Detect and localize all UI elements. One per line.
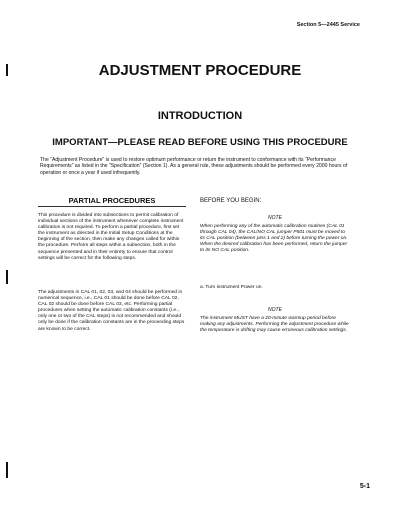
- change-bar: [6, 462, 8, 478]
- important-heading: IMPORTANT—PLEASE READ BEFORE USING THIS PROCEDURE: [52, 137, 348, 148]
- introduction-paragraph: The "Adjustment Procedure" is used to restore optimum performance or return the instrument to conformance with its "Performance Requirements" as listed in the "Specification" (Section 1). As a general rule, these adjustments should be performed every 2000 hours of operation or once a year if used infrequently.: [40, 157, 348, 176]
- partial-procedures-paragraph-1: This procedure is divided into subsections to permit calibration of individual sections of the instrument whenever complete instrument calibration is not required. To perform a partial procedure, first set the instrument as directed in the Initial Setup Conditions at the beginning of the section, then make any changes called for within the procedure. Perform all steps within a subsection, both in the sequence presented and in their entirety to ensure that control settings will be correct for the following steps.: [38, 213, 184, 261]
- before-you-begin-heading: BEFORE YOU BEGIN:: [200, 198, 262, 204]
- change-bar: [6, 270, 8, 284]
- note-label-2: NOTE: [268, 307, 282, 313]
- note-text-2: The instrument MUST have a 20-minute warmup period before making any adjustments. Performing the adjustment procedure while the temperature is drifting may cause erroneous calibration settings.: [200, 316, 349, 334]
- page-title: ADJUSTMENT PROCEDURE: [98, 62, 302, 79]
- partial-procedures-heading: PARTIAL PROCEDURES: [68, 196, 156, 205]
- note-text-1: When performing any of the automatic calibration routines (CAL 01 through CAL 04), the CAL/NO CAL jumper P501 must be moved to its CAL position (between pins 1 and 2) before turning the power on. When the desired calibration has been performed, return the jumper to its NO CAL position.: [200, 224, 348, 254]
- note-label-1: NOTE: [268, 215, 282, 221]
- step-a: a. Turn instrument Power on.: [200, 285, 263, 290]
- divider-left: [38, 206, 186, 207]
- partial-procedures-paragraph-2: The adjustments in CAL 01, 02, 03, and 04 should be performed in numerical sequence, i.e., CAL 01 should be done before CAL 02, CAL 02 should be done before CAL 03, etc. Performing partial procedures when setting the automatic calibration constants (i.e., only one or two of the CAL steps) is not recommended and should only be done if the calibration constants are in the proceeding steps are known to be correct.: [38, 290, 185, 332]
- page-number: 5-1: [359, 483, 370, 490]
- introduction-heading: INTRODUCTION: [157, 110, 243, 122]
- section-header: Section 5—2445 Service: [296, 22, 360, 28]
